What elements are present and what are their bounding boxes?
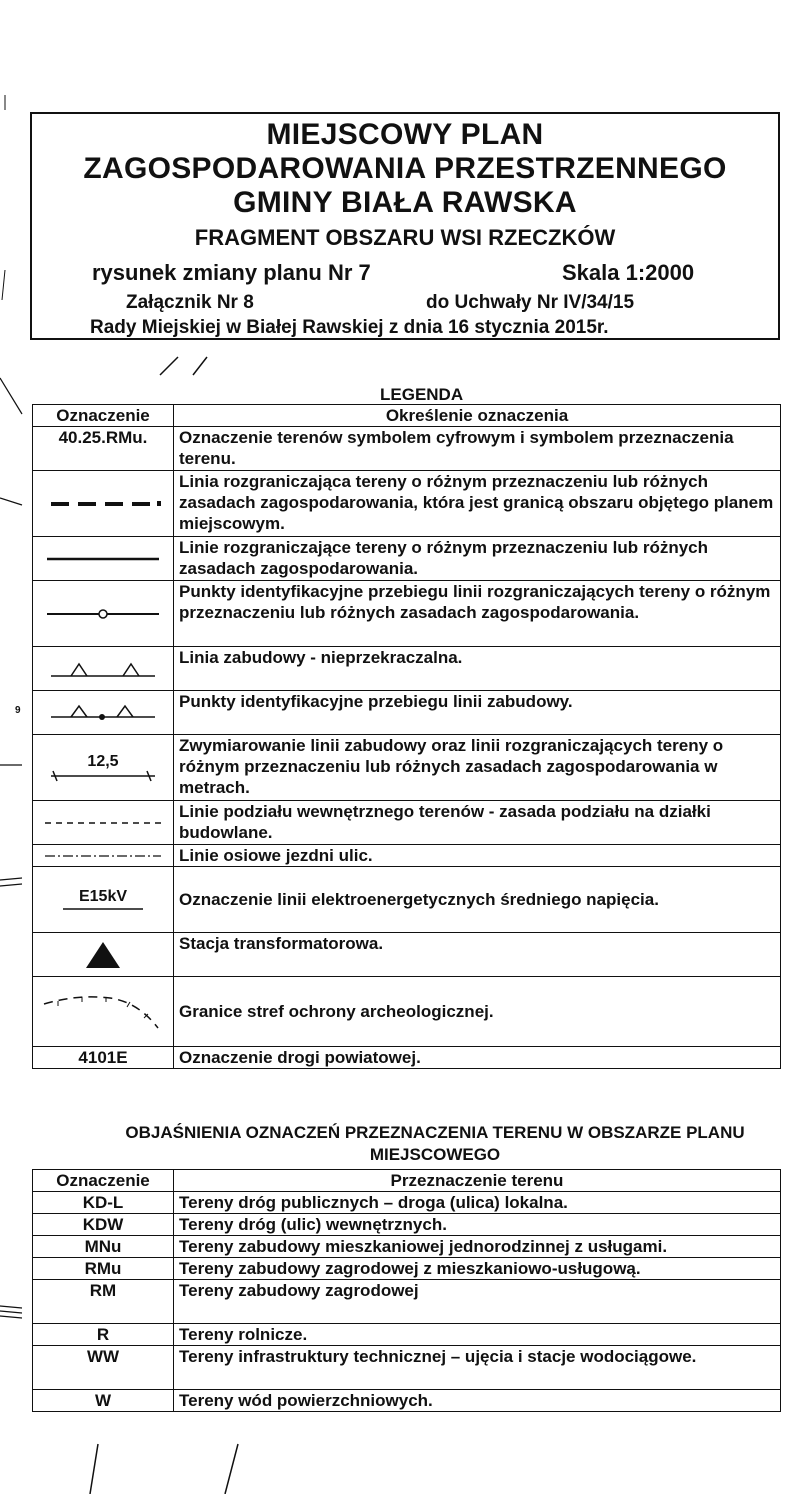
explanations-title-line-2: MIEJSCOWEGO	[369, 1145, 501, 1164]
plan-subtitle: FRAGMENT OBSZARU WSI RZECZKÓW	[194, 225, 616, 250]
drawing-number: rysunek zmiany planu Nr 7	[92, 260, 371, 285]
legend-desc: Oznaczenie terenów symbolem cyfrowym i symbolem przeznaczenia terenu.	[174, 427, 781, 471]
legend-desc: Zwymiarowanie linii zabudowy oraz linii rozgraniczających tereny o różnym przeznaczeniu lub różnych zasadach zagospodarowania w metrach.	[174, 735, 781, 801]
explanations-row	[33, 1236, 781, 1258]
legend-row	[33, 691, 781, 735]
archaeology-boundary-icon	[33, 977, 174, 1047]
legend-desc: Punkty identyfikacyjne przebiegu linii zabudowy.	[174, 691, 781, 735]
land-use-code: RM	[33, 1280, 174, 1324]
land-use-desc: Tereny infrastruktury technicznej – ujęcia i stacje wodociągowe.	[174, 1346, 781, 1390]
plan-title-line-1: MIEJSCOWY PLAN	[266, 118, 544, 151]
legend-row	[33, 867, 781, 933]
building-line-icon	[33, 647, 174, 691]
plan-header	[30, 112, 780, 340]
explanations-table	[32, 1169, 781, 1412]
explanations-row	[33, 1192, 781, 1214]
scale-label: Skala 1:2000	[562, 260, 695, 285]
land-use-code: KD-L	[33, 1192, 174, 1214]
legend-row	[33, 537, 781, 581]
legend-desc: Linia zabudowy - nieprzekraczalna.	[174, 647, 781, 691]
land-use-code: RMu	[33, 1258, 174, 1280]
short-dash-line-icon	[33, 801, 174, 845]
plan-title-line-2: ZAGOSPODAROWANIA PRZESTRZENNEGO	[83, 152, 727, 185]
legend-row	[33, 471, 781, 537]
legend-desc: Stacja transformatorowa.	[174, 933, 781, 977]
dash-dot-line-icon	[33, 845, 174, 867]
explanations-row	[33, 1346, 781, 1390]
symbol-code: 4101E	[33, 1047, 174, 1069]
land-use-code: WW	[33, 1346, 174, 1390]
land-use-desc: Tereny wód powierzchniowych.	[174, 1390, 781, 1412]
legend-desc: Oznaczenie drogi powiatowej.	[174, 1047, 781, 1069]
explanations-row	[33, 1258, 781, 1280]
land-use-desc: Tereny zabudowy zagrodowej z mieszkaniowo-usługową.	[174, 1258, 781, 1280]
legend-desc: Punkty identyfikacyjne przebiegu linii rozgraniczających tereny o różnym przeznaczeniu lub różnych zasadach zagospodarowania.	[174, 581, 781, 647]
legend-desc: Linia rozgraniczająca tereny o różnym przeznaczeniu lub różnych zasadach zagospodarowania, która jest granicą obszaru objętego planem miejscowym.	[174, 471, 781, 537]
explanations-header-row	[33, 1170, 781, 1192]
power-line-label: E15kV	[78, 887, 128, 905]
land-use-desc: Tereny dróg (ulic) wewnętrznych.	[174, 1214, 781, 1236]
explanations-col-desc: Przeznaczenie terenu	[174, 1170, 781, 1192]
legend-desc: Oznaczenie linii elektroenergetycznych średniego napięcia.	[174, 867, 781, 933]
legend-row	[33, 581, 781, 647]
explanations-row	[33, 1280, 781, 1324]
legend-row	[33, 933, 781, 977]
legend-row	[33, 1047, 781, 1069]
explanations-title-line-1: OBJAŚNIENIA OZNACZEŃ PRZEZNACZENIA TERENU W OBSZARZE PLANU	[125, 1123, 745, 1142]
symbol-code: 40.25.RMu.	[33, 427, 174, 471]
line-with-circle-icon	[33, 581, 174, 647]
legend-row	[33, 845, 781, 867]
explanations-row	[33, 1214, 781, 1236]
legend-col-desc: Określenie oznaczenia	[174, 405, 781, 427]
legend-row	[33, 647, 781, 691]
legend-desc: Linie rozgraniczające tereny o różnym przeznaczeniu lub różnych zasadach zagospodarowania.	[174, 537, 781, 581]
council-label: Rady Miejskiej w Białej Rawskiej z dnia 16 stycznia 2015r.	[90, 317, 609, 338]
legend-col-symbol: Oznaczenie	[33, 405, 174, 427]
margin-note: 9	[15, 705, 21, 716]
land-use-desc: Tereny zabudowy zagrodowej	[174, 1280, 781, 1324]
legend-row	[33, 735, 781, 801]
power-line-icon	[33, 867, 174, 933]
triangle-icon	[33, 933, 174, 977]
land-use-desc: Tereny dróg publicznych – droga (ulica) lokalna.	[174, 1192, 781, 1214]
explanations-row	[33, 1324, 781, 1346]
resolution-label: do Uchwały Nr IV/34/15	[426, 292, 635, 313]
land-use-desc: Tereny zabudowy mieszkaniowej jednorodzinnej z usługami.	[174, 1236, 781, 1258]
land-use-code: W	[33, 1390, 174, 1412]
explanations-title	[0, 1122, 800, 1166]
legend-row	[33, 977, 781, 1047]
legend-row	[33, 427, 781, 471]
solid-line-icon	[33, 537, 174, 581]
dimension-line-icon	[33, 735, 174, 801]
land-use-code: KDW	[33, 1214, 174, 1236]
legend-row	[33, 801, 781, 845]
land-use-desc: Tereny rolnicze.	[174, 1324, 781, 1346]
plan-title-line-3: GMINY BIAŁA RAWSKA	[233, 186, 577, 219]
land-use-code: MNu	[33, 1236, 174, 1258]
land-use-code: R	[33, 1324, 174, 1346]
building-line-point-icon	[33, 691, 174, 735]
explanations-row	[33, 1390, 781, 1412]
legend-header-row	[33, 405, 781, 427]
dimension-value: 12,5	[87, 752, 119, 770]
legend-desc: Linie osiowe jezdni ulic.	[174, 845, 781, 867]
legend-title: LEGENDA	[380, 385, 464, 404]
explanations-col-symbol: Oznaczenie	[33, 1170, 174, 1192]
dashed-thick-line-icon	[33, 471, 174, 537]
legend-table	[32, 404, 781, 1069]
annex-label: Załącznik Nr 8	[126, 292, 254, 313]
legend-desc: Granice stref ochrony archeologicznej.	[174, 977, 781, 1047]
legend-desc: Linie podziału wewnętrznego terenów - zasada podziału na działki budowlane.	[174, 801, 781, 845]
